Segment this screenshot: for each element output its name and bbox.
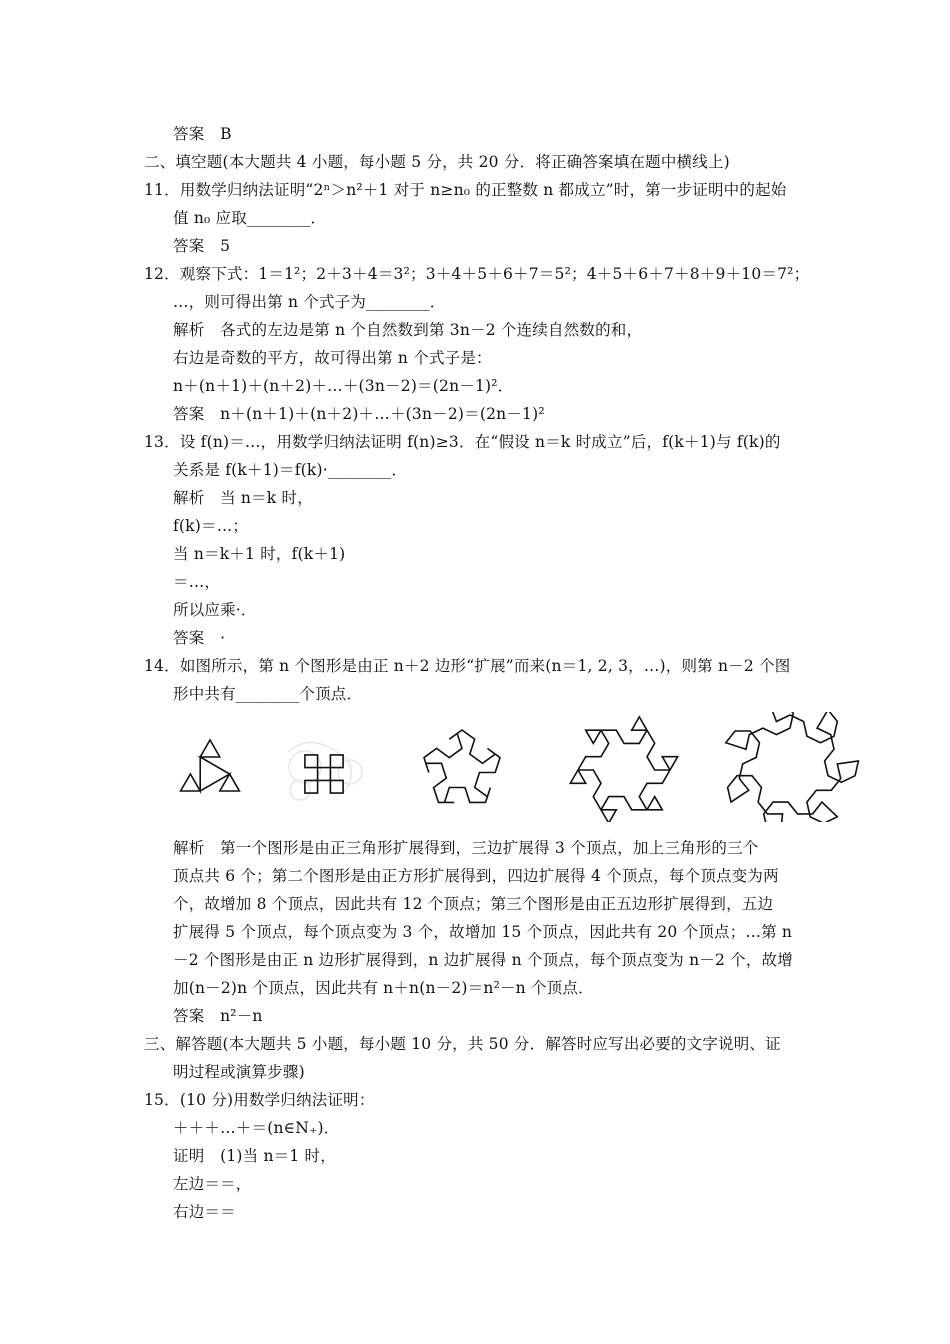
q14-line2: 形中共有________个顶点．: [173, 685, 363, 703]
q14-analysis-2: 顶点共 6 个；第二个图形是由正方形扩展得到，四边扩展得 4 个顶点，每个顶点变为两: [173, 867, 779, 885]
figure-4: [570, 717, 677, 822]
q13-analysis-5: 所以应乘·．: [173, 601, 257, 619]
q15-proof-3: 右边＝＝: [173, 1203, 236, 1221]
q15-proof-2: 左边＝＝，: [173, 1175, 252, 1193]
q13-analysis-1: 解析 当 n＝k 时，: [173, 489, 313, 507]
q12-analysis-3: n＋(n＋1)＋(n＋2)＋…＋(3n－2)＝(2n－1)²．: [173, 377, 514, 395]
snowflake-figures: [170, 712, 870, 822]
section-3-heading-1: 三、解答题(本大题共 5 小题，每小题 10 分，共 50 分．解答时应写出必要的文字说明、证: [144, 1035, 781, 1053]
answer-14: 答案 n²－n: [173, 1007, 263, 1025]
q15-line1: 15．(10 分)用数学归纳法证明：: [144, 1091, 375, 1109]
answer-11: 答案 5: [173, 237, 231, 255]
q13-analysis-2: f(k)＝…；: [173, 517, 249, 535]
section-3-heading-2: 明过程或演算步骤): [173, 1063, 305, 1081]
figure-1: [181, 740, 240, 791]
q12-analysis-2: 右边是奇数的平方，故可得出第 n 个式子是：: [173, 349, 492, 367]
answer-13: 答案 ·: [173, 629, 226, 647]
q14-analysis-1: 解析 第一个图形是由正三角形扩展得到，三边扩展得 3 个顶点，加上三角形的三个: [173, 839, 759, 857]
q12-analysis-1: 解析 各式的左边是第 n 个自然数到第 3n－2 个连续自然数的和，: [173, 321, 643, 339]
q13-analysis-4: ＝…，: [173, 573, 221, 591]
q14-analysis-5: －2 个图形是由正 n 边形扩展得到，n 边扩展得 n 个顶点，每个顶点变为 n－2 个，故增: [173, 951, 793, 969]
q13-analysis-3: 当 n＝k＋1 时，f(k＋1): [173, 545, 346, 563]
q11-line1: 11．用数学归纳法证明“2ⁿ＞n²＋1 对于 n≥n₀ 的正整数 n 都成立”时，第一步证明中的起始: [144, 181, 787, 199]
q15-line2: ＋＋＋…＋＝(n∈N₊)．: [173, 1119, 340, 1137]
q11-line2: 值 n₀ 应取________．: [173, 209, 327, 227]
figure-5: [726, 712, 859, 822]
snowflake-figures-svg: [170, 712, 870, 822]
watermark-shape: [288, 742, 362, 800]
figure-2: [305, 755, 343, 793]
q14-analysis-4: 扩展得 5 个顶点，每个顶点变为 3 个，故增加 15 个顶点，因此共有 20 个顶点；…第 n: [173, 923, 793, 941]
q13-line1: 13．设 f(n)＝…，用数学归纳法证明 f(n)≥3．在“假设 n＝k 时成立”后，f(k＋1)与 f(k)的: [144, 433, 781, 451]
q14-analysis-6: 加(n－2)n 个顶点，因此共有 n＋n(n－2)＝n²－n 个顶点．: [173, 979, 594, 997]
answer-12: 答案 n＋(n＋1)＋(n＋2)＋…＋(3n－2)＝(2n－1)²: [173, 405, 545, 423]
answer-10: 答案 B: [173, 125, 232, 143]
q12-line1: 12．观察下式：1＝1²；2＋3＋4＝3²；3＋4＋5＋6＋7＝5²；4＋5＋6＋7＋8＋9＋10＝7²；: [144, 265, 810, 283]
figure-3: [424, 730, 500, 802]
section-2-heading: 二、填空题(本大题共 4 小题，每小题 5 分，共 20 分．将正确答案填在题中横线上): [144, 153, 730, 171]
q14-analysis-3: 个，故增加 8 个顶点，因此共有 12 个顶点；第三个图形是由正五边形扩展得到，五边: [173, 895, 774, 913]
q14-line1: 14．如图所示，第 n 个图形是由正 n＋2 边形“扩展”而来(n＝1, 2, 3，…)，则第 n－2 个图: [144, 657, 791, 675]
q12-line2: …，则可得出第 n 个式子为________．: [173, 293, 446, 311]
q15-proof-1: 证明 (1)当 n＝1 时，: [173, 1147, 336, 1165]
q13-line2: 关系是 f(k＋1)＝f(k)·________．: [173, 461, 408, 479]
